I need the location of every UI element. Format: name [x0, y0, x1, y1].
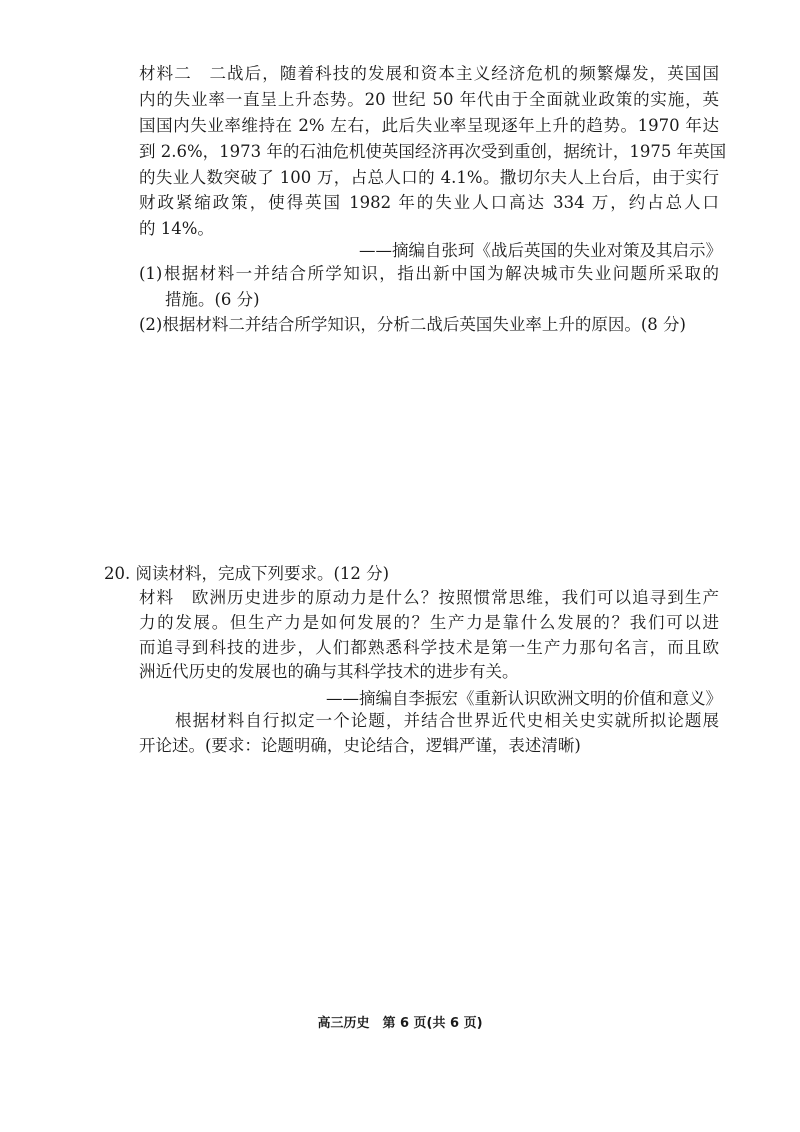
q20-material-line-2: 力的发展。但生产力是如何发展的？生产力是靠什么发展的？我们可以进: [139, 613, 719, 632]
q20-task-line-2: 开论述。(要求：论题明确，史论结合，逻辑严谨，表述清晰): [139, 736, 581, 755]
material-2-line-6: 财政紧缩政策，使得英国 1982 年的失业人口高达 334 万，约占总人口: [139, 193, 719, 212]
material-2-line-7: 的 14%。: [139, 219, 214, 238]
q20-material-line-1: 材料 欧洲历史进步的原动力是什么？按照惯常思维，我们可以追寻到生产: [139, 588, 719, 607]
material-2-source: ——摘编自张珂《战后英国的失业对策及其启示》: [359, 241, 722, 260]
q20-material-source: ——摘编自李振宏《重新认识欧洲文明的价值和意义》: [326, 689, 722, 708]
question-1-line-2: 措施。(6 分): [165, 290, 260, 309]
material-2-line-1: 材料二 二战后，随着科技的发展和资本主义经济危机的频繁爆发，英国国: [139, 64, 719, 83]
question-1-line-1: (1)根据材料一并结合所学知识，指出新中国为解决城市失业问题所采取的: [139, 264, 719, 283]
q20-material-line-3: 而追寻到科技的进步，人们都熟悉科学技术是第一生产力那句名言，而且欧: [139, 638, 719, 657]
material-2-line-2: 内的失业率一直呈上升态势。20 世纪 50 年代由于全面就业政策的实施，英: [139, 90, 719, 109]
question-2: (2)根据材料二并结合所学知识，分析二战后英国失业率上升的原因。(8 分): [139, 315, 686, 334]
q20-task-line-1: 根据材料自行拟定一个论题，并结合世界近代史相关史实就所拟论题展: [175, 711, 719, 730]
question-20-header: 20. 阅读材料，完成下列要求。(12 分): [104, 564, 390, 583]
material-2-line-3: 国国内失业率维持在 2% 左右，此后失业率呈现逐年上升的趋势。1970 年达: [139, 116, 719, 135]
material-2-line-4: 到 2.6%，1973 年的石油危机使英国经济再次受到重创，据统计，1975 年英国: [139, 142, 727, 161]
material-2-line-5: 的失业人数突破了 100 万，占总人口的 4.1%。撒切尔夫人上台后，由于实行: [139, 168, 719, 187]
q20-material-line-4: 洲近代历史的发展也的确与其科学技术的进步有关。: [139, 662, 519, 681]
page-footer: 高三历史 第 6 页(共 6 页): [317, 1016, 483, 1031]
